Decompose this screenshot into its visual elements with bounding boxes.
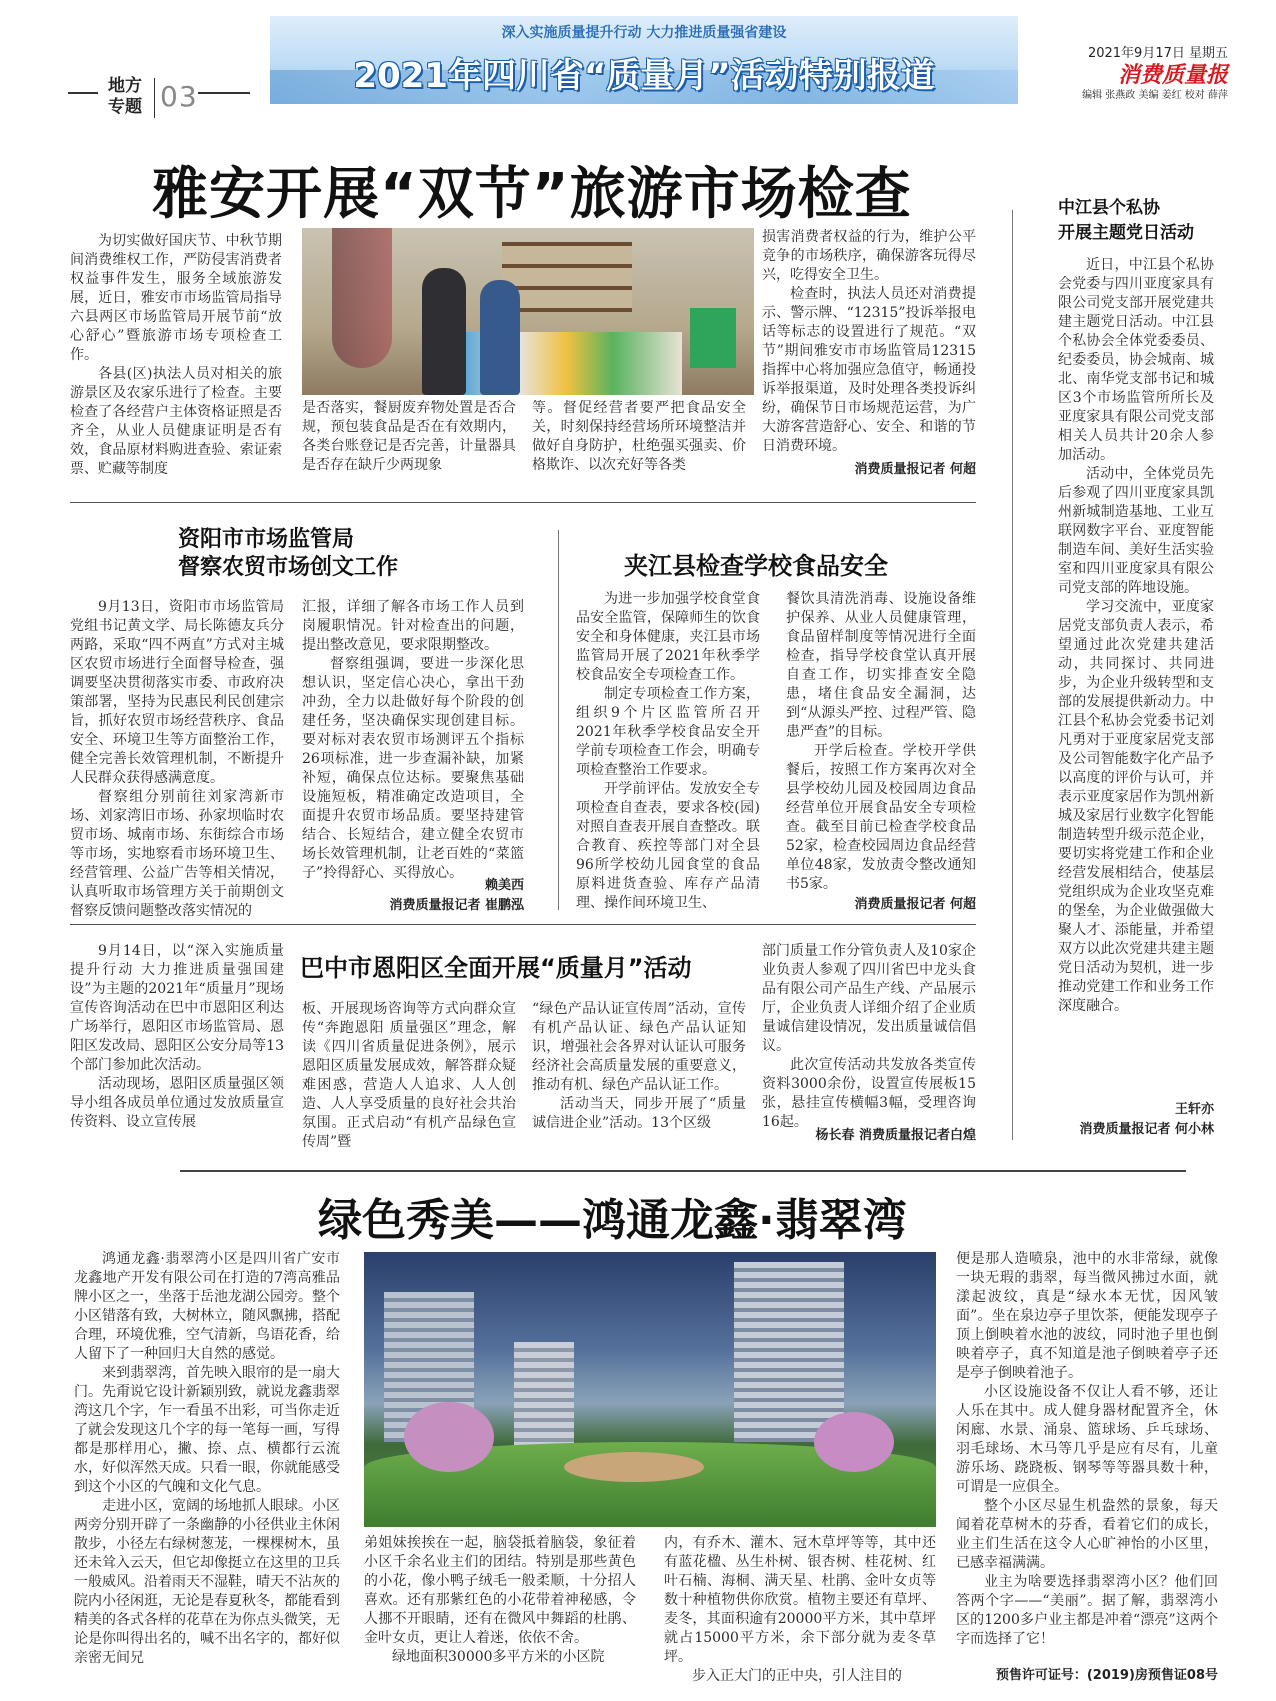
photo-green-sign bbox=[690, 308, 736, 368]
a4-column-3: “绿色产品认证宣传周”活动，宣传有机产品认证、绿色产品认证知识，增强社会各界对认证认可服务经济社会高质量发展的重要意义，推动有机、绿色产品认证工作。 活动当天，同步开展了“质量诚信进企业”活动。13个区级 bbox=[532, 1001, 746, 1131]
a2-byline: 消费质量报记者 崔鹏泓 bbox=[389, 898, 524, 913]
a3-byline: 消费质量报记者 何超 bbox=[854, 897, 976, 912]
a3-headline: 夹江县检查学校食品安全 bbox=[624, 552, 888, 580]
a5-body: 近日，中江县个私协会党委与四川亚度家具有限公司党支部开展党建共建主题党日活动。中江县个私协会全体党委委员、纪委委员，协会城南、城北、南华党支部书记和城区3个市场监管所所长及亚度家具有限公司党支部相关人员共计20余人参加活动。 活动中，全体党员先后参观了四川亚度家具凯州新城制造基地、工业互联网数字平台、亚度智能制造车间、美好生活实验室和四川亚度家具有限公司党支部的阵地设施。 学习交流中，亚度家居党支部负责人表示，希望通过此次党建共建活动，共同探讨、共同进步，为企业升级转型和支部的发展提供新动力。中江县个私协会党委书记刘凡勇对于亚度家居党支部及公司智能数字化产品予以高度的评价与认可，并表示亚度家居作为凯州新城及家居行业数字化智能制造转型升级示范企业，要切实将党建工作和企业经营发展相结合，使基层党组织成为企业攻坚克难的堡垒，为企业做强做大聚人才、添能量，并希望双方以此次党建共建主题党日活动为契机，进一步推动党建工作和业务工作深度融合。 bbox=[1058, 257, 1214, 1014]
a3-column-1: 为进一步加强学校食堂食品安全监管，保障师生的饮食安全和身体健康，夹江县市场监管局开展了2021年秋季学校食品安全专项检查工作。 制定专项检查工作方案，组织9个片区监管所召开2021年秋季学校食品安全开学前专项检查工作会，明确专项检查整治工作要求。 开学前评估。发放安全专项检查自查表，要求各校(园)对照自查表开展自查整改。联合教育、疾控等部门对全县96所学校幼儿园食堂的食品原料进货查验、库存产品清理、操作间环境卫生、 bbox=[576, 591, 760, 911]
photo-tree-2 bbox=[814, 1412, 894, 1472]
rule-ad-top bbox=[180, 1170, 1186, 1172]
banner-subtitle: 深入实施质量提升行动 大力推进质量强省建设 bbox=[501, 25, 787, 41]
a4-column-2: 板、开展现场咨询等方式向群众宣传“奔跑恩阳 质量强区”理念，解读《四川省质量促进条例》，展示恩阳区质量发展成效，解答群众疑难困惑，营造人人追求、人人创造、人人享受质量的良好社会共治氛围。正式启动“有机产品绿色宣传周”暨 bbox=[302, 1001, 516, 1150]
header-rule-mid bbox=[198, 92, 250, 94]
header-rule-left bbox=[68, 92, 98, 94]
photo-tower-2 bbox=[514, 1342, 574, 1452]
a1-column-4: 损害消费者权益的行为，维护公平竞争的市场秩序，确保游客玩得尽兴，吃得安全卫生。 检查时，执法人员还对消费提示、警示牌、“12315”投诉举报电话等标志的设置进行了规范。“双节”期间雅安市市场监管局12315指挥中心将加强应急值守，畅通投诉举报渠道，及时处理各类投诉纠纷，确保节日市场规范运营，为广大游客营造舒心、安全、和谐的节日消费环境。 bbox=[762, 229, 976, 454]
a1-column-1: 为切实做好国庆节、中秋节期间消费维权工作，严防侵害消费者权益事件发生，服务全域旅游发展，近日，雅安市市场监管局指导六县两区市场监管局开展节前“放心舒心”暨旅游市场专项检查工作。 各县(区)执法人员对相关的旅游景区及农家乐进行了检查。主要检查了各经营户主体资格证照是否齐全，从业人员健康证明是否有效，食品原材料购进查验、索证索票、贮藏等制度 bbox=[70, 233, 282, 477]
rule-a3-bottom bbox=[70, 924, 976, 925]
paper-masthead: 消费质量报 bbox=[1117, 63, 1228, 88]
rule-a1-bottom bbox=[70, 502, 976, 503]
a1-photo-market-inspection bbox=[302, 228, 754, 395]
a2-column-2: 汇报，详细了解各市场工作人员到岗履职情况。针对检查出的问题，提出整改意见，要求限期整改。 督察组强调，要进一步深化思想认识，坚定信心决心，拿出干劲冲劲，全力以赴做好每个阶段的创建任务，坚决确保实现创建目标。要对标对表农贸市场测评五个指标26项标准，进一步查漏补缺，加紧补短，确保点位达标。要聚焦基础设施短板，精准确定改造项目，全面提升农贸市场品质。要坚持建管结合、长短结合，建立健全农贸市场长效管理机制，让老百姓的“菜篮子”拎得舒心、买得放心。 bbox=[302, 599, 524, 881]
a1-column-2: 是否落实，餐厨废弃物处置是否合规，预包装食品是否在有效期内，各类台账登记是否完善，计量器具是否存在缺斤少两现象 bbox=[302, 400, 516, 473]
ad-column-2: 弟姐妹挨挨在一起，脑袋抵着脑袋，象征着小区千余名业主们的团结。特别是那些黄色的小花，像小鸭子绒毛一般柔顺，十分招人喜欢。还有那紫红色的小花带着神秘感，令人挪不开眼睛，还有在微风中舞蹈的杜鹃、金叶女贞，更让人着迷，依依不舍。 绿地面积30000多平方米的小区院 bbox=[364, 1535, 636, 1665]
page-number: 03 bbox=[160, 80, 198, 113]
ad-photo-residential-rendering bbox=[364, 1252, 936, 1527]
a1-byline: 消费质量报记者 何超 bbox=[854, 462, 976, 477]
section-label: 地方 专题 bbox=[108, 76, 142, 117]
ad-column-1: 鸿通龙鑫·翡翠湾小区是四川省广安市龙鑫地产开发有限公司在打造的7湾高雅品牌小区之一，坐落于岳池龙湖公园旁。整个小区错落有致，大树林立，随风飘拂，搭配合理，环境优雅，空气清新，鸟语花香，给人留下了一种回归大自然的感觉。 来到翡翠湾，首先映入眼帘的是一扇大门。先甭说它设计新颖别致，就说龙鑫翡翠湾这几个字，乍一看虽不出彩，可当你走近了就会发现这几个字的每一笔每一画，写得都是那样用心，撇、捺、点、横都行云流水，好似浑然天成。只看一眼，你就能感受到这个小区的气魄和文化气息。 走进小区，宽阔的场地抓人眼球。小区两旁分别开辟了一条幽静的小径供业主休闲散步，小径左右绿树葱茏，一棵棵树木，虽还未耸入云天，但它却像挺立在这里的卫兵一般威风。沿着雨天不湿鞋，晴天不沾灰的院内小径闲逛，无论是春夏秋冬，都能看到精美的各式各样的花草在为你点头微笑，无论是你叫得出名的，喊不出名字的，都好似亲密无间兄 bbox=[74, 1251, 340, 1666]
ad-column-3: 内，有乔木、灌木、冠木草坪等等，其中还有蓝花楹、丛生朴树、银杏树、桂花树、红叶石楠、海桐、满天星、杜鹃、金叶女贞等数十种植物供你欣赏。植物主要还有草坪、麦冬，其面积逾有20000平方米，其中草坪就占15000平方米，余下部分就为麦冬草坪。 步入正大门的正中央，引人注目的 bbox=[664, 1535, 936, 1684]
a5-headline: 中江县个私协 开展主题党日活动 bbox=[1058, 198, 1194, 243]
rule-a2-a3 bbox=[558, 530, 559, 910]
a4-headline: 巴中市恩阳区全面开展“质量月”活动 bbox=[300, 954, 692, 982]
presale-permit: 预售许可证号：(2019)房预售证08号 bbox=[995, 1668, 1218, 1683]
photo-plaza bbox=[564, 1452, 704, 1482]
page-header bbox=[0, 0, 1276, 120]
a2-column-1: 9月13日，资阳市市场监管局党组书记黄文学、局长陈德友兵分两路，采取“四不两直”方式对主城区农贸市场进行全面督导检查，强调要坚决贯彻落实市委、市政府决策部署，坚持为民惠民利民创建宗旨，抓好农贸市场经营秩序、食品安全、环境卫生等方面整治工作，健全完善长效管理机制，不断提升人民群众获得感满意度。 督察组分别前往刘家湾新市场、刘家湾旧市场、孙家坝临时农贸市场、城南市场、东街综合市场等市场，实地察看市场环境卫生、经营管理、公益广告等相关情况，认真听取市场管理方关于前期创文督察反馈问题整改落实情况的 bbox=[70, 599, 284, 919]
a4-byline: 杨长春 消费质量报记者白煌 bbox=[815, 1128, 976, 1143]
a2-headline: 资阳市市场监管局 督察农贸市场创文工作 bbox=[178, 527, 399, 580]
section-divider bbox=[154, 78, 155, 118]
a4-column-4: 部门质量工作分管负责人及10家企业负责人参观了四川省巴中龙头食品有限公司产品生产线、产品展示厅，企业负责人详细介绍了企业质量诚信建设情况，发出质量诚信倡议。 此次宣传活动共发放各类宣传资料3000余份，设置宣传展板15张，悬挂宣传横幅3幅，受理咨询16起。 bbox=[762, 943, 976, 1130]
a5-byline: 消费质量报记者 何小林 bbox=[1079, 1122, 1214, 1137]
rule-sidebar bbox=[1012, 210, 1013, 1140]
photo-person-2 bbox=[480, 280, 520, 395]
issue-date: 2021年9月17日 星期五 bbox=[1087, 46, 1228, 61]
ad-headline: 绿色秀美——鸿通龙鑫·翡翠湾 bbox=[318, 1195, 907, 1246]
photo-umbrella bbox=[332, 228, 392, 368]
photo-tower-3 bbox=[734, 1262, 844, 1442]
photo-person-1 bbox=[422, 268, 466, 395]
a2-byline-name: 赖美西 bbox=[484, 878, 524, 893]
a1-column-3: 等。督促经营者要严把食品安全关，时刻保持经营场所环境整洁并做好自身防护，杜绝强买强卖、价格欺诈、以次充好等各类 bbox=[532, 400, 746, 473]
a1-headline: 雅安开展“双节”旅游市场检查 bbox=[152, 162, 912, 227]
ad-column-4: 便是那人造喷泉，池中的水非常绿，就像一块无瑕的翡翠，每当微风拂过水面，就漾起波纹，真是“绿水本无忧，因风皱面”。坐在泉边亭子里饮茶，便能发现亭子顶上倒映着水池的波纹，同时池子里也倒映着亭子，真不知道是池子倒映着亭子还是亭子倒映着池子。 小区设施设备不仅让人看不够，还让人乐在其中。成人健身器材配置齐全，休闲廊、水景、涌泉、篮球场、乒乓球场、羽毛球场、木马等几乎是应有尽有，儿童游乐场、跷跷板、钢琴等等器具数十种，可谓是一应俱全。 整个小区尽显生机盎然的景象，每天闻着花草树木的芬香，看着它们的成长，业主们生活在这令人心旷神怡的小区里，已感幸福满满。 业主为啥要选择翡翠湾小区？他们回答两个字——“美丽”。据了解，翡翠湾小区的1200多户业主都是冲着“漂亮”这两个字而选择了它！ bbox=[956, 1251, 1218, 1647]
photo-shelf bbox=[502, 242, 632, 312]
a4-column-1: 9月14日，以“深入实施质量提升行动 大力推进质量强国建设”为主题的2021年“质量月”现场宣传咨询活动在巴中市恩阳区利达广场举行，恩阳区市场监管局、恩阳区发改局、恩阳区公安分局等13个部门参加此次活动。 活动现场，恩阳区质量强区领导小组各成员单位通过发放质量宣传资料、设立宣传展 bbox=[70, 943, 284, 1130]
a3-column-2: 餐饮具清洗消毒、设施设备维护保养、从业人员健康管理，食品留样制度等情况进行全面检查，指导学校食堂认真开展自查工作，切实排查安全隐患，堵住食品安全漏洞，达到“从源头严控、过程严管、隐患严查”的目标。 开学后检查。学校开学供餐后，按照工作方案再次对全县学校幼儿园及校园周边食品经营单位开展食品安全专项检查。截至目前已检查学校食品52家，检查校园周边食品经营单位48家，发放责令整改通知书5家。 bbox=[786, 591, 976, 892]
banner bbox=[270, 16, 1018, 104]
editor-credits: 编辑 张燕政 美编 姜红 校对 薛萍 bbox=[1082, 90, 1228, 101]
banner-title: 2021年四川省“质量月”活动特别报道 bbox=[353, 56, 935, 96]
photo-tree-1 bbox=[404, 1402, 494, 1472]
a5-byline-name: 王轩亦 bbox=[1174, 1102, 1214, 1117]
